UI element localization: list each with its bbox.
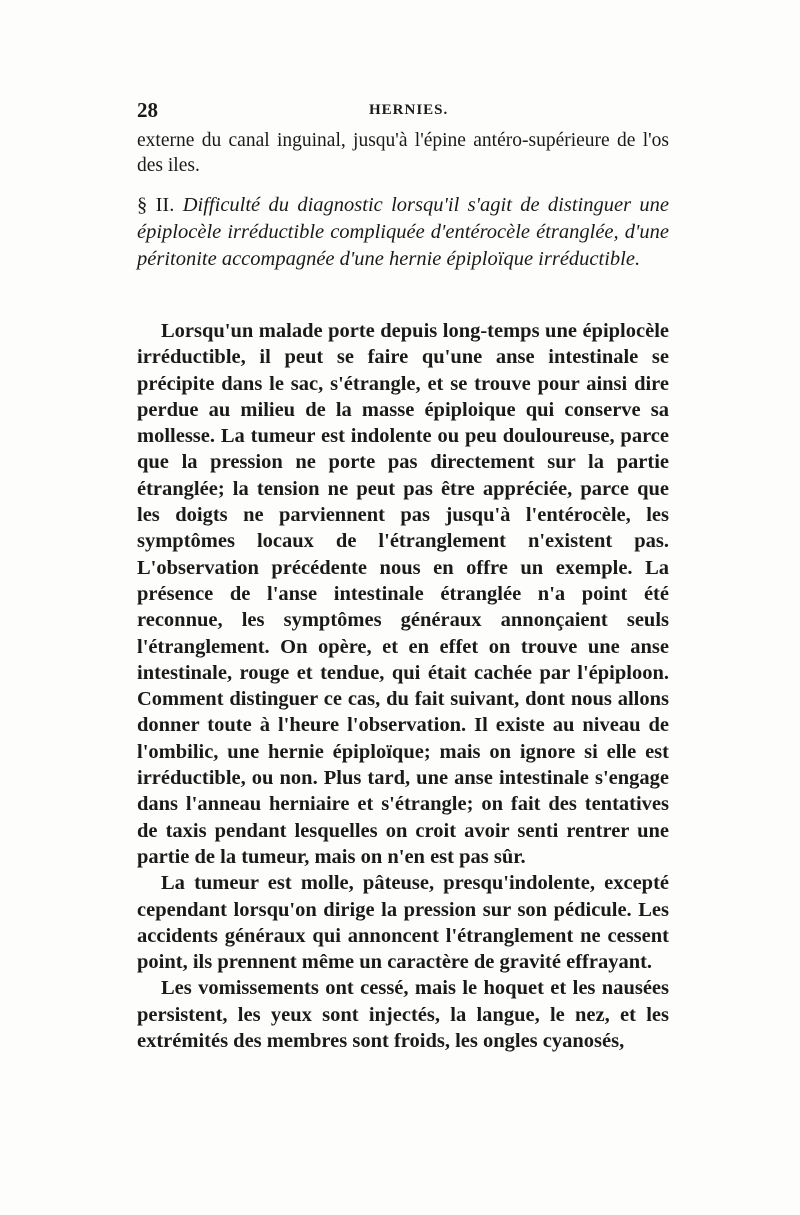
paragraph: Les vomissements ont cessé, mais le hoquet et les nausées persistent, les yeux sont injectés, la langue, le nez, et les extrémités des membres sont froids, les ongles cyanosés, — [137, 977, 669, 1053]
page-header — [137, 98, 669, 124]
section-heading — [137, 192, 669, 273]
section-number: § II. — [137, 194, 175, 216]
paragraph: La tumeur est molle, pâteuse, presqu'indolente, excepté cependant lorsqu'on dirige la pression sur son pédicule. Les accidents généraux qui annoncent l'étranglement ne cessent point, ils prennent même un caractère de gravité effrayant. — [137, 872, 669, 974]
body-text — [137, 318, 669, 1054]
running-head: HERNIES. — [369, 102, 449, 118]
page-number: 28 — [137, 98, 158, 122]
paragraph: Lorsqu'un malade porte depuis long-temps une épiplocèle irréductible, il peut se faire qu'une anse intestinale se précipite dans le sac, s'étrangle, et se trouve pour ainsi dire perdue au milieu de la masse épiploique qui conserve sa mollesse. La tumeur est indolente ou peu douloureuse, parce que la pression ne porte pas directement sur la partie étranglée; la tension ne peut pas être appréciée, parce que les doigts ne parviennent pas jusqu'à l'entérocèle, les symptômes locaux de l'étranglement n'existent pas. L'observation précédente nous en offre un exemple. La présence de l'anse intestinale étranglée n'a point été reconnue, les symptômes généraux annonçaient seuls l'étranglement. On opère, et en effet on trouve une anse intestinale, rouge et tendue, qui était cachée par l'épiploon. Comment distinguer ce cas, du fait suivant, dont nous allons donner toute à l'heure l'observation. Il existe au niveau de l'ombilic, une hernie épiploïque; mais on ignore si elle est irréductible, ou non. Plus tard, une anse intestinale s'engage dans l'anneau herniaire et s'étrangle; on fait des tentatives de taxis pendant lesquelles on croit avoir senti rentrer une partie de la tumeur, mais on n'en est pas sûr. — [137, 320, 669, 868]
carry-over-text: externe du canal inguinal, jusqu'à l'épine antéro-supérieure de l'os des iles. — [137, 130, 669, 176]
section-title: Difficulté du diagnostic lorsqu'il s'agit de distinguer une épiplocèle irréductible compliquée d'entérocèle étranglée, d'une péritonite accompagnée d'une hernie épiploïque irréductible. — [137, 194, 670, 270]
